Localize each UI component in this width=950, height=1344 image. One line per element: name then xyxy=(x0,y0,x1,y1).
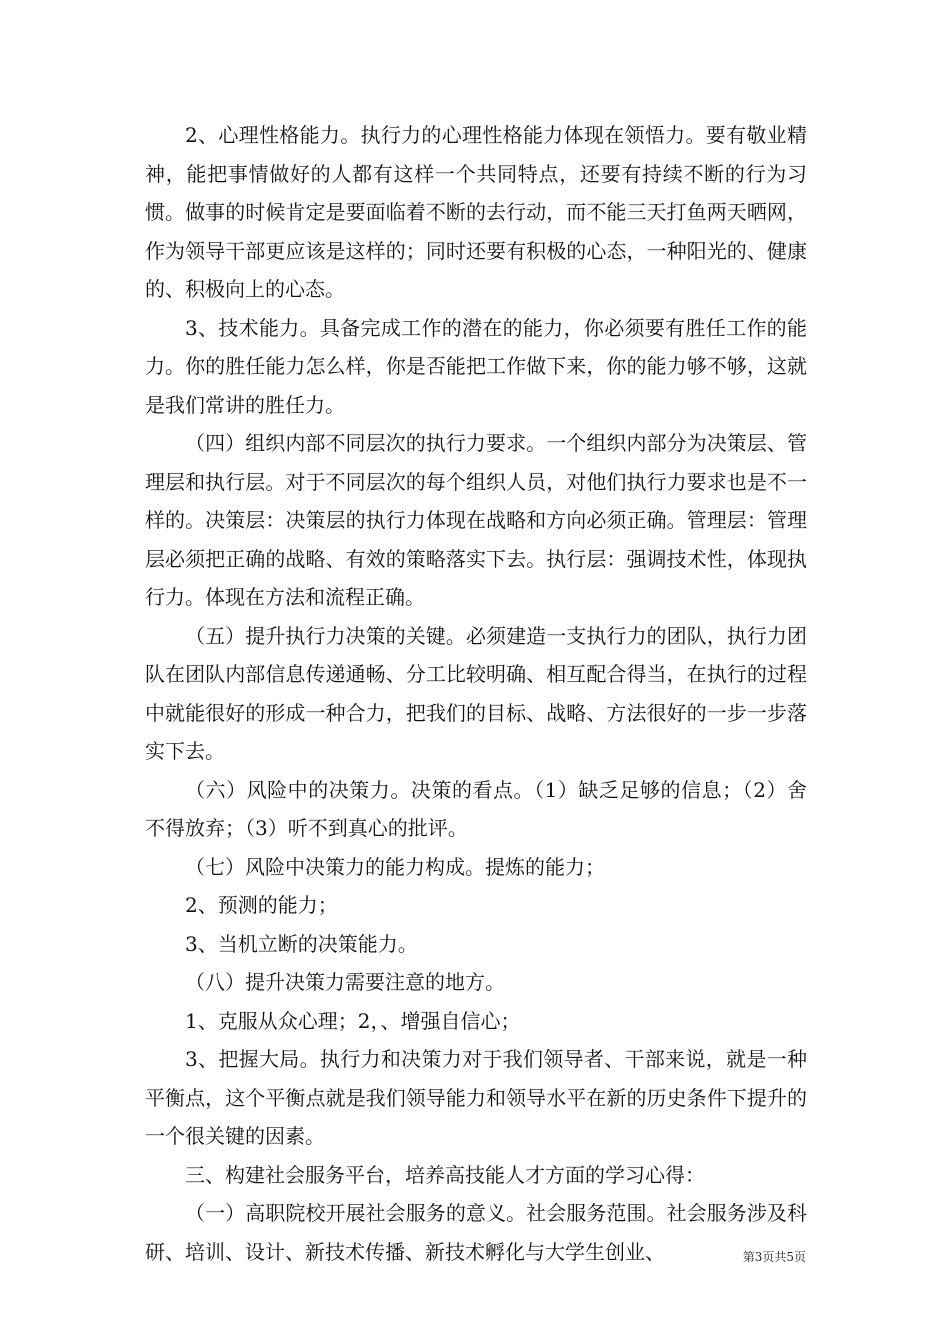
section-heading-social-service: 三、构建社会服务平台，培养高技能人才方面的学习心得： xyxy=(185,1162,705,1187)
paragraph-decision-composition: （七）风险中决策力的能力构成。提炼的能力； xyxy=(185,854,605,879)
paragraph-execution-key: （五）提升执行力决策的关键。必须建造一支执行力的团队，执行力团队在团队内部信息传递通畅、分工比较明确、相互配合得当，在执行的过程中就能很好的形成一种合力，把我们的目标、战略、方法很好的一步一步落实下去。 xyxy=(145,623,807,763)
page-number-footer: 第3页共5页 xyxy=(742,1250,806,1264)
paragraph-overcome-conformity: 1、克服从众心理；2，、增强自信心； xyxy=(185,1008,521,1033)
paragraph-psychological-ability: 2、心理性格能力。执行力的心理性格能力体现在领悟力。要有敬业精神，能把事情做好的人都有这样一个共同特点，还要有持续不断的行为习惯。做事的时候肯定是要面临着不断的去行动，而不能三天打鱼两天晒网，作为领导干部更应该是这样的；同时还要有积极的心态，一种阳光的、健康的、积极向上的心态。 xyxy=(145,123,807,301)
paragraph-decision-improvement: （八）提升决策力需要注意的地方。 xyxy=(185,970,505,994)
paragraph-decisive-ability: 3、当机立断的决策能力。 xyxy=(185,931,418,956)
paragraph-organization-levels: （四）组织内部不同层次的执行力要求。一个组织内部分为决策层、管理层和执行层。对于不同层次的每个组织人员，对他们执行力要求也是不一样的。决策层：决策层的执行力体现在战略和方向必须正确。管理层：管理层必须把正确的战略、有效的策略落实下去。执行层：强调技术性，体现执行力。体现在方法和流程正确。 xyxy=(145,431,807,609)
paragraph-grasp-overall: 3、把握大局。执行力和决策力对于我们领导者、干部来说，就是一种平衡点，这个平衡点就是我们领导能力和领导水平在新的历史条件下提升的一个很关键的因素。 xyxy=(145,1047,807,1148)
document-body xyxy=(145,116,807,1271)
paragraph-technical-ability: 3、技术能力。具备完成工作的潜在的能力，你必须要有胜任工作的能力。你的胜任能力怎么样，你是否能把工作做下来，你的能力够不够，这就是我们常讲的胜任力。 xyxy=(145,315,807,417)
paragraph-social-service-meaning: （一）高职院校开展社会服务的意义。社会服务范围。社会服务涉及科研、培训、设计、新技术传播、新技术孵化与大学生创业、 xyxy=(145,1201,807,1264)
paragraph-risk-decision: （六）风险中的决策力。决策的看点。（1）缺乏足够的信息；（2）舍不得放弃；（3）听不到真心的批评。 xyxy=(145,777,807,840)
paragraph-prediction-ability: 2、预测的能力； xyxy=(185,893,338,917)
